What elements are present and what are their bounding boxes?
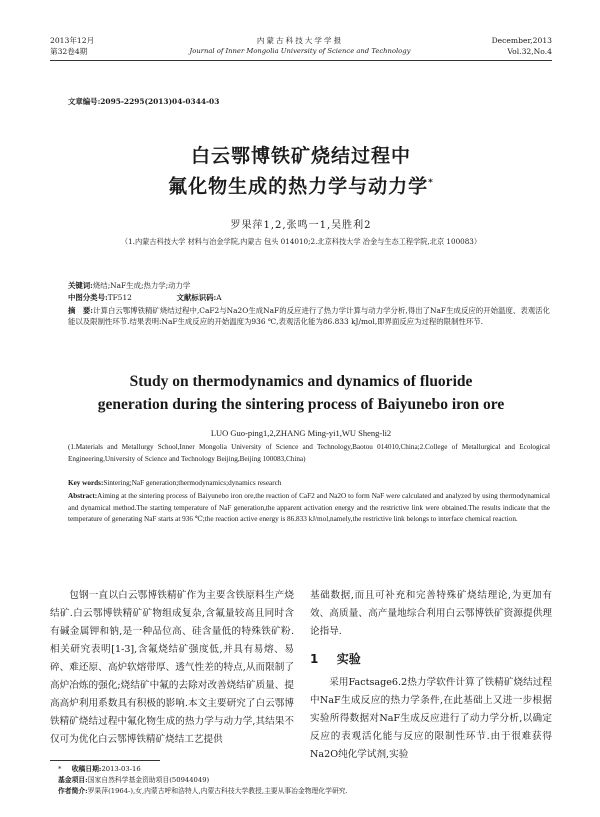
header-left [50, 35, 94, 57]
journal-name-en: Journal of Inner Mongolia University of Science and Technology [189, 47, 411, 55]
doc-code-value: A [216, 293, 222, 302]
author-bio-text: 罗果萍(1964-),女,内蒙古呼和浩特人,内蒙古科技大学教授,主要从事冶金物理化学研究. [87, 787, 348, 795]
keywords-cn [68, 280, 548, 291]
keywords-cn-label: 关键词: [68, 281, 93, 290]
doc-code-label: 文献标识码: [176, 293, 217, 302]
abstract-en-label: Abstract: [68, 492, 98, 500]
clc-value: TF512 [107, 293, 132, 302]
section-number: 1 [310, 652, 319, 666]
header-rule [50, 60, 552, 61]
header-date: 2013年12月 [50, 36, 95, 45]
keywords-en [68, 478, 550, 490]
title-cn-line1: 白云鄂博铁矿烧结过程中 [190, 145, 411, 167]
intro-paragraph: 包钢一直以白云鄂博铁精矿作为主要含铁原料生产烧结矿.白云鄂博铁精矿矿物组成复杂,含氟量较高且同时含有碱金属钾和钠,是一种品位高、硅含量低的特殊铁矿粉.相关研究表明[1-3],含氟烧结矿强度低,并具有易熔、易碎、难还原、高炉软熔带厚、透气性差的特点,从而限制了高炉冶炼的强化;烧结矿中氟的去除对改善烧结矿质量、提高高炉利用系数具有积极的影响.本文主要研究了白云鄂博铁精矿烧结过程中氟化物生成的热力学与动力学,其结果不仅可为优化白云鄂博铁精矿烧结工艺提供 [50, 590, 294, 745]
fund-text: 国家自然科学基金资助项目(50944049) [87, 776, 210, 784]
title-en [50, 370, 552, 416]
classification [68, 292, 548, 303]
footnote-received [58, 764, 550, 775]
title-en-line1: Study on thermodynamics and dynamics of fluoride [129, 373, 473, 390]
clc-label: 中图分类号: [68, 293, 108, 302]
header-volume: 第32卷4期 [50, 47, 88, 56]
title-en-line2: generation during the sintering process of Baiyunebo iron ore [97, 396, 505, 413]
header-vol-en: Vol.32,No.4 [507, 47, 552, 56]
footnote-fund [58, 775, 550, 786]
header-center [150, 35, 450, 57]
title-footnote-mark: * [428, 178, 434, 188]
body-left-column [50, 587, 294, 749]
journal-name-cn: 内蒙古科技大学学报 [256, 36, 344, 45]
article-number: 文章编号:2095-2295(2013)04-0344-03 [68, 97, 220, 106]
abstract-en [68, 491, 550, 526]
received-label: 收稿日期: [71, 765, 102, 773]
abstract-cn [68, 305, 550, 327]
header-month-en: December,2013 [491, 36, 552, 45]
abstract-cn-text: 计算白云鄂博铁精矿烧结过程中,CaF2与Na2O生成NaF的反应进行了热力学计算与动力学分析,得出了NaF生成反应的开始温度、表观活化能以及限制性环节.结果表明:NaF生成反应的开始温度为936 ℃,表观活化能为86.833 kJ/mol,即界面反应为过程的限制性环节. [68, 306, 550, 326]
footnote-author [58, 786, 550, 797]
section-title: 实验 [336, 652, 361, 666]
affiliation-en: (1.Materials and Metallurgy School,Inner Mongolia University of Science and Technology,Baotou 014010,China;2.College of Metallurgical and Ecological Engineering,University of Science and Technology Beijing,Beijing 100083,China) [68, 443, 550, 463]
section-heading [310, 650, 552, 668]
footnote-mark: * [58, 765, 62, 773]
keywords-en-label: Key words: [68, 479, 104, 487]
authors-cn: 罗果萍1,2,张鸣一1,吴胜利2 [230, 220, 372, 231]
title-cn [50, 143, 552, 200]
intro-paragraph-cont: 基础数据,而且可补充和完善特殊矿烧结理论,为更加有效、高质量、高产量地综合利用白云鄂博铁矿资源提供理论指导. [310, 590, 552, 637]
fund-label: 基金项目: [58, 776, 88, 784]
authors-en: LUO Guo-ping1,2,ZHANG Ming-yi1,WU Sheng-li2 [210, 428, 392, 438]
abstract-en-text: Aiming at the sintering process of Baiyunebo iron ore,the reaction of CaF2 and Na2O to form NaF were calculated and analyzed by using thermodynamical and dynamical method.The starting temperature of NaF generation,the apparent activation energy and the restrictive link were obtained.The results indicate that the temperature of generating NaF starts at 936 ℃;the reaction active energy is 86.833 kJ/mol,namely,the restrictive link belongs to interface chemical reaction. [68, 492, 550, 523]
keywords-en-text: Sintering;NaF generation;thermodynamics;dynamics research [103, 479, 282, 487]
author-bio-label: 作者简介: [58, 787, 88, 795]
footnote-rule [50, 760, 160, 761]
title-cn-line2: 氟化物生成的热力学与动力学* [168, 175, 434, 198]
header-right [492, 35, 552, 57]
abstract-cn-label: 摘 要: [68, 306, 93, 315]
received-date: 2013-03-16 [101, 765, 141, 773]
experiment-paragraph: 采用Factsage6.2热力学软件计算了铁精矿烧结过程中NaF生成反应的热力学条件,在此基础上又进一步根据实验所得数据对NaF生成反应进行了动力学分析,以确定反应的表观活化能与反应的限制性环节.由于很难获得Na2O纯化学试剂,实验 [310, 677, 552, 760]
affiliation-cn: （1.内蒙古科技大学 材料与冶金学院,内蒙古 包头 014010;2.北京科技大学 冶金与生态工程学院,北京 100083） [120, 237, 482, 246]
keywords-cn-text: 烧结;NaF生成;热力学;动力学 [92, 281, 191, 290]
body-right-column [310, 587, 552, 764]
footnotes [58, 764, 550, 797]
